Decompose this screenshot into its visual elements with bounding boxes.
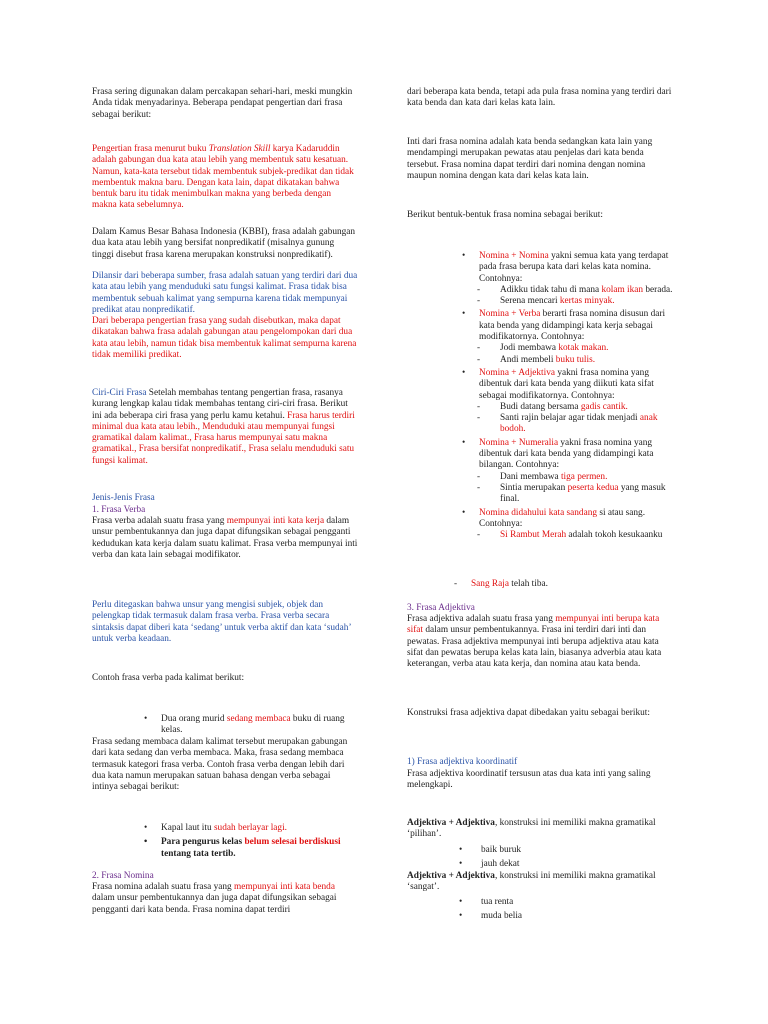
- bentuk-heading: Berikut bentuk-bentuk frasa nomina sebagai berikut:: [407, 210, 603, 220]
- list-item: [144, 837, 358, 860]
- sub-item: [477, 285, 675, 296]
- sub-item: [477, 483, 675, 506]
- koordinatif-paragraph: Frasa adjektiva koordinatif tersusun atas dua kata inti yang saling melengkapi.: [407, 769, 651, 791]
- sub-item: [477, 413, 675, 436]
- ciri-text: Setelah membahas tentang pengertian frasa, rasanya kurang lengkap kalau tidak membahas tentang ciri-ciri frasa. Berikut ini ada beberapa ciri frasa yang perlu kamu ketahui.: [92, 388, 348, 421]
- construction-text: , konstruksi ini memiliki makna gramatikal ‘sangat’.: [407, 871, 656, 893]
- definition-text: karya Kadaruddin adalah gabungan dua kata atau lebih yang membentuk satu kesatuan. Namun, kata-kata tersebut tidak membentuk subjek-predikat dan tidak membentuk makna baru. Dengan kata lain, dapat dikatakan bahwa bentuk baru itu tidak menimbulkan makna yang berbeda dengan makna kata sebelumnya.: [92, 144, 354, 211]
- list-item: [459, 859, 675, 870]
- example-highlight: sedang membaca: [226, 714, 291, 724]
- bullet-icon: •: [459, 845, 463, 855]
- example-text: telah tiba.: [508, 579, 548, 589]
- example-text: jauh dekat: [481, 859, 520, 870]
- form-text: si atau sang.: [597, 507, 646, 518]
- example-text: tentang tata tertib.: [161, 848, 236, 859]
- bullet-icon: •: [462, 251, 466, 261]
- verba-paragraph: [92, 516, 358, 561]
- example-text: Serena mencari: [500, 296, 560, 307]
- example-sublist: [477, 285, 675, 308]
- example-sublist: [477, 402, 675, 436]
- example-highlight: peserta kedua: [567, 482, 619, 493]
- example-text: baik buruk: [481, 845, 522, 855]
- dash-icon: -: [477, 471, 481, 482]
- verba-title: 1. Frasa Verba: [92, 505, 146, 515]
- form-text: yakni frasa nomina yang dibentuk dari kata benda yang didampingi kata bilangan. Contohnya:: [479, 437, 654, 471]
- example-text: Andi membeli: [500, 354, 556, 365]
- inti-paragraph: Inti dari frasa nomina adalah kata benda sedangkan kata lain yang mendampingi merupakan pewatas atau penjelas dari kata benda tersebut. Frasa nomina dapat terdiri dari nomina dengan nomina maupun nomina dengan kata dari kelas kata lain.: [407, 137, 653, 181]
- example-highlight: Si Rambut Merah: [500, 530, 567, 541]
- adjektiva-highlight: mempunyai inti berupa kata sifat: [407, 614, 660, 636]
- verba-highlight: mempunyai inti kata kerja: [226, 516, 325, 526]
- koordinatif-title: 1) Frasa adjektiva koordinatif: [407, 757, 518, 767]
- example-text: Para pengurus kelas: [161, 837, 245, 848]
- list-item: [459, 911, 675, 922]
- dash-icon: -: [477, 530, 481, 541]
- ciri-title: Ciri-Ciri Frasa: [92, 388, 147, 398]
- ciri-paragraph: [92, 388, 358, 467]
- example-highlight: buku tulis.: [555, 354, 596, 365]
- list-item: [462, 251, 675, 307]
- example-highlight: anak bodoh.: [500, 413, 658, 435]
- adjektiva-title: 3. Frasa Adjektiva: [407, 603, 475, 613]
- example-sublist: [477, 472, 675, 506]
- nomina-continuation: dari beberapa kata benda, tetapi ada pula frasa nomina yang terdiri dari kata benda dan kata dari kelas kata lain.: [407, 87, 672, 109]
- list-item: [462, 309, 675, 365]
- bullet-icon: •: [144, 837, 148, 848]
- adjektiva-text: dalam unsur pembentukannya. Frasa ini terdiri dari inti dan pewatas. Frasa adjektiva mempunyai inti berupa adjektiva atau kata sifat dan pewatas berupa kelas kata lain, biasanya adverbia atau kata keterangan, verba atau kata kerja, dan nomina atau kata benda.: [407, 625, 662, 670]
- dash-icon: -: [477, 296, 481, 307]
- bullet-icon: •: [144, 714, 148, 724]
- bullet-icon: •: [462, 309, 466, 320]
- sub-item: [477, 296, 675, 307]
- list-item: [459, 897, 675, 908]
- bullet-icon: •: [462, 437, 466, 448]
- construction-label: Adjektiva + Adjektiva: [407, 871, 495, 881]
- example-highlight: belum selesai berdiskusi: [244, 837, 341, 848]
- example-text: Santi rajin belajar agar tidak menjadi: [500, 413, 640, 424]
- list-item: [459, 845, 675, 856]
- construction-text: , konstruksi ini memiliki makna gramatikal ‘pilihan’.: [407, 818, 656, 840]
- adjektiva-text: Frasa adjektiva adalah suatu frasa yang: [407, 614, 556, 624]
- example-sublist: [477, 343, 675, 366]
- example-highlight: gadis cantik.: [580, 401, 628, 412]
- dash-icon: -: [454, 579, 458, 589]
- verba-text: dalam unsur pembentukannya dan juga dapat difungsikan sebagai pengganti kedudukan kata kerja dalam suatu kalimat. Frasa verba mempunyai inti verba dan kata lain sebagai modifikator.: [92, 516, 358, 560]
- example-text: buku di ruang kelas.: [161, 714, 345, 736]
- intro-paragraph: Frasa sering digunakan dalam percakapan sehari-hari, meski mungkin Anda tidak menyadarinya. Beberapa pendapat pengertian dari frasa sebagai berikut:: [92, 87, 353, 120]
- verba-example-list-2: [92, 823, 358, 860]
- verba-example-list-1: [92, 714, 358, 737]
- example-text: muda belia: [481, 911, 523, 922]
- dash-icon: -: [477, 413, 481, 424]
- form-name: Nomina + Adjektiva: [479, 367, 555, 378]
- nomina-highlight: mempunyai inti kata benda: [234, 882, 335, 892]
- list-item: [462, 508, 675, 542]
- example-text: yang masuk final.: [500, 482, 666, 505]
- kbbi-definition: Dalam Kamus Besar Bahasa Indonesia (KBBI), frasa adalah gabungan dua kata atau lebih yang bersifat nonpredikatif (misalnya gunung tinggi disebut frasa karena merupakan konstruksi nonpredikatif).: [92, 227, 356, 260]
- nomina-text: dalam unsur pembentukannya dan juga dapat difungsikan sebagai pengganti dari kata benda. Frasa nomina dapat terdiri: [92, 893, 337, 915]
- list-item: [144, 823, 358, 834]
- list-item: [462, 368, 675, 436]
- example-text: berada.: [643, 284, 673, 295]
- example-explanation: Frasa sedang membaca dalam kalimat tersebut merupakan gabungan dari kata sedang dan verba membaca. Maka, frasa sedang membaca termasuk kategori frasa verba. Contoh frasa verba dengan lebih dari dua kata namun merupakan satuan bahasa dengan verba sebagai intinya sebagai berikut:: [92, 737, 348, 793]
- ciri-list: Frasa harus terdiri minimal dua kata atau lebih., Menduduki atau mempunyai fungsi gramatikal dalam kalimat., Frasa harus mempunyai satu makna gramatikal., Frasa bersifat nonpredikatif., Frasa selalu menduduki satu fungsi kalimat.: [92, 410, 355, 466]
- form-name: Nomina didahului kata sandang: [479, 507, 597, 518]
- bullet-icon: •: [462, 367, 466, 378]
- example-text: tua renta: [481, 897, 514, 907]
- sangat-list: [407, 897, 675, 923]
- dash-icon: -: [477, 482, 481, 493]
- example-highlight: kolam ikan: [601, 284, 644, 295]
- sub-item: [477, 402, 675, 413]
- bullet-icon: •: [459, 911, 463, 922]
- right-column: [407, 0, 675, 1024]
- dash-icon: -: [477, 354, 481, 365]
- contohnya-label: Contohnya:: [479, 273, 523, 284]
- pilihan-paragraph: [407, 818, 675, 841]
- sangat-paragraph: [407, 871, 675, 894]
- example-sublist: [477, 530, 675, 541]
- sub-item: [454, 579, 675, 590]
- bullet-icon: •: [462, 507, 466, 518]
- form-name: Nomina + Numeralia: [479, 437, 559, 448]
- pilihan-list: [407, 845, 675, 871]
- bullet-icon: •: [459, 897, 463, 907]
- conclusion-paragraph: Dari beberapa pengertian frasa yang sudah disebutkan, maka dapat dikatakan bahwa frasa adalah gabungan atau pengelompokan dari dua kata atau lebih, namun tidak bisa membentuk kalimat sempurna karena tidak memiliki predikat.: [92, 316, 357, 360]
- nomina-title: 2. Frasa Nomina: [92, 871, 154, 881]
- example-text: Budi datang bersama: [500, 401, 581, 412]
- example-text: Sintia merupakan: [500, 482, 568, 493]
- verba-text: Frasa verba adalah suatu frasa yang: [92, 516, 227, 526]
- list-item: [144, 714, 358, 737]
- contoh-heading: Contoh frasa verba pada kalimat berikut:: [92, 673, 245, 683]
- bullet-icon: •: [459, 859, 463, 870]
- adjektiva-paragraph: [407, 614, 675, 670]
- example-highlight: sudah berlayar lagi.: [213, 823, 287, 833]
- example-text: Kapal laut itu: [161, 823, 214, 833]
- book-title: Translation Skill: [208, 144, 271, 154]
- contohnya-label: Contohnya:: [479, 518, 523, 529]
- example-highlight: tiga permen.: [560, 471, 608, 482]
- definition-translation-skill: [92, 144, 358, 212]
- sources-definition: Dilansir dari beberapa sumber, frasa adalah satuan yang terdiri dari dua kata atau lebih yang menduduki satu fungsi kalimat. Frasa tidak bisa membentuk sebuah kalimat yang sempurna karena tidak mempunyai predikat atau nonpredikatif.: [92, 271, 358, 315]
- sub-item: [477, 530, 675, 541]
- example-text: Dua orang murid: [161, 714, 227, 724]
- perlu-paragraph: Perlu ditegaskan bahwa unsur yang mengisi subjek, objek dan pelengkap tidak termasuk dalam frasa verba. Frasa verba secara sintaksis dapat diberi kata ‘sedang’ untuk verba aktif dan kata ‘sudah’ untuk verba keadaan.: [92, 600, 351, 644]
- sang-raja-item: [407, 579, 675, 590]
- form-name: Nomina + Verba: [479, 309, 541, 320]
- example-highlight: Sang Raja: [471, 579, 509, 589]
- sub-item: [477, 343, 675, 354]
- nomina-paragraph: [92, 882, 358, 916]
- form-text: yakni frasa nomina yang dibentuk dari kata benda yang diikuti kata sifat sebagai modifikatornya. Contohnya:: [479, 367, 654, 401]
- example-highlight: kertas minyak.: [559, 296, 615, 307]
- bullet-icon: •: [144, 823, 148, 833]
- form-text: yakni semua kata yang terdapat pada frasa berupa kata dari kelas kata nomina.: [479, 251, 669, 273]
- nomina-forms-list: [407, 251, 675, 541]
- list-item: [462, 438, 675, 506]
- example-text: Jodi membawa: [500, 343, 559, 354]
- konstruksi-paragraph: Konstruksi frasa adjektiva dapat dibedakan yaitu sebagai berikut:: [407, 708, 650, 718]
- form-text: berarti frasa nomina disusun dari kata benda yang didampingi kata kerja sebagai modifikatornya. Contohnya:: [479, 309, 666, 343]
- example-text: Dani membawa: [500, 471, 561, 482]
- sub-item: [477, 472, 675, 483]
- jenis-title: Jenis-Jenis Frasa: [92, 493, 155, 503]
- dash-icon: -: [477, 401, 481, 412]
- left-column: [92, 0, 358, 1024]
- definition-text: Pengertian frasa menurut buku: [92, 144, 209, 154]
- sub-item: [477, 355, 675, 366]
- example-text: adalah tokoh kesukaanku: [566, 530, 663, 541]
- example-highlight: kotak makan.: [558, 343, 609, 354]
- dash-icon: -: [477, 343, 481, 354]
- nomina-text: Frasa nomina adalah suatu frasa yang: [92, 882, 234, 892]
- dash-icon: -: [477, 284, 481, 295]
- form-name: Nomina + Nomina: [479, 251, 549, 261]
- construction-label: Adjektiva + Adjektiva: [407, 818, 495, 828]
- example-text: Adikku tidak tahu di mana: [500, 284, 602, 295]
